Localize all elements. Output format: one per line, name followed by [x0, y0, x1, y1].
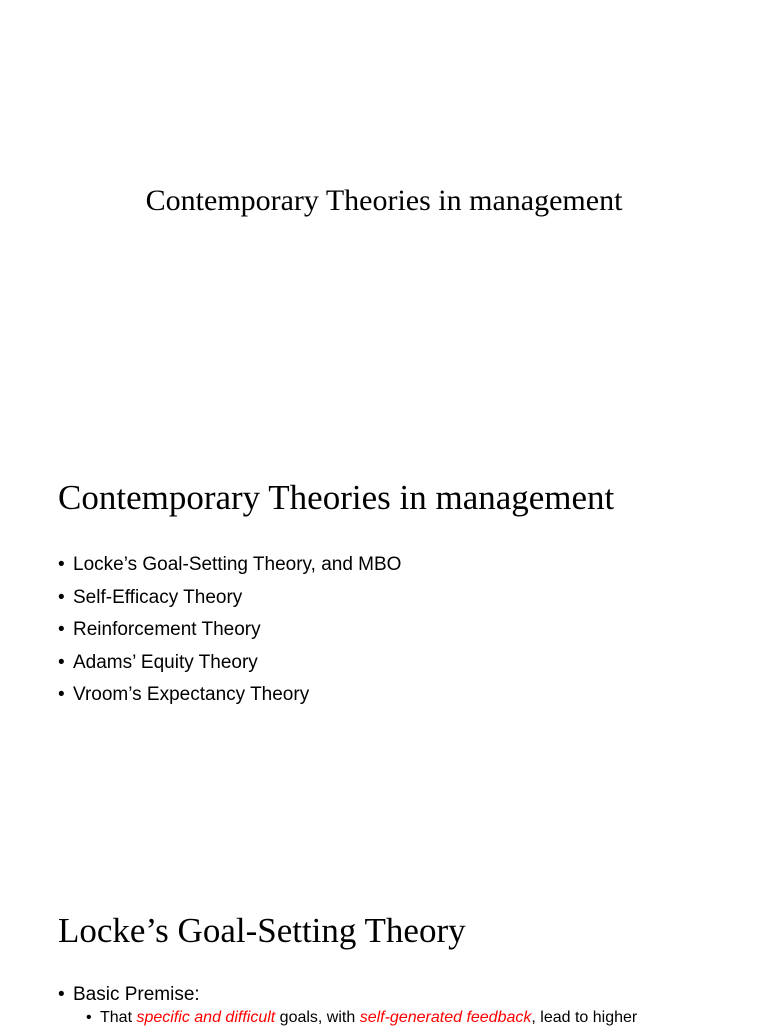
bullet-icon: •: [58, 586, 65, 608]
bullet-icon: •: [58, 651, 65, 673]
bullet-item: [58, 679, 401, 712]
bullet-text: Basic Premise:: [73, 984, 200, 1005]
slide-3-title: Locke’s Goal-Setting Theory: [58, 911, 466, 950]
text-run: , lead to higher: [531, 1009, 638, 1026]
bullet-text: Locke’s Goal-Setting Theory, and MBO: [73, 554, 402, 575]
bullet-text: Vroom’s Expectancy Theory: [73, 684, 310, 705]
bullet-item: [58, 647, 401, 680]
bullet-icon: •: [58, 984, 65, 1005]
slide-1-title: Contemporary Theories in management: [145, 184, 623, 217]
slide-2-title: Contemporary Theories in management: [58, 478, 615, 517]
emphasis-feedback: self-generated feedback: [359, 1009, 532, 1026]
bullet-item: [58, 549, 401, 582]
text-run: goals, with: [275, 1009, 360, 1026]
sub-bullet-text: [100, 1009, 637, 1026]
bullet-text: Adams’ Equity Theory: [73, 651, 258, 673]
sub-bullet-list: [58, 1007, 637, 1029]
emphasis-and: and: [189, 1009, 226, 1026]
bullet-icon: •: [58, 619, 65, 640]
text-run: That: [100, 1009, 137, 1026]
bullet-icon: •: [58, 554, 65, 575]
bullet-item: [58, 983, 637, 1029]
sub-bullet-icon: •: [86, 1009, 92, 1026]
bullet-item: [58, 614, 401, 647]
bullet-item: [58, 582, 401, 615]
bullet-text: Reinforcement Theory: [73, 619, 261, 640]
emphasis-difficult: difficult: [225, 1009, 276, 1026]
slide-2-bullet-list: [58, 549, 401, 712]
slide-3-bullet-list: [58, 983, 637, 1029]
bullet-icon: •: [58, 684, 65, 705]
sub-bullet-item: [86, 1007, 637, 1029]
bullet-text: Self-Efficacy Theory: [73, 586, 243, 608]
emphasis-specific: specific: [136, 1009, 190, 1026]
